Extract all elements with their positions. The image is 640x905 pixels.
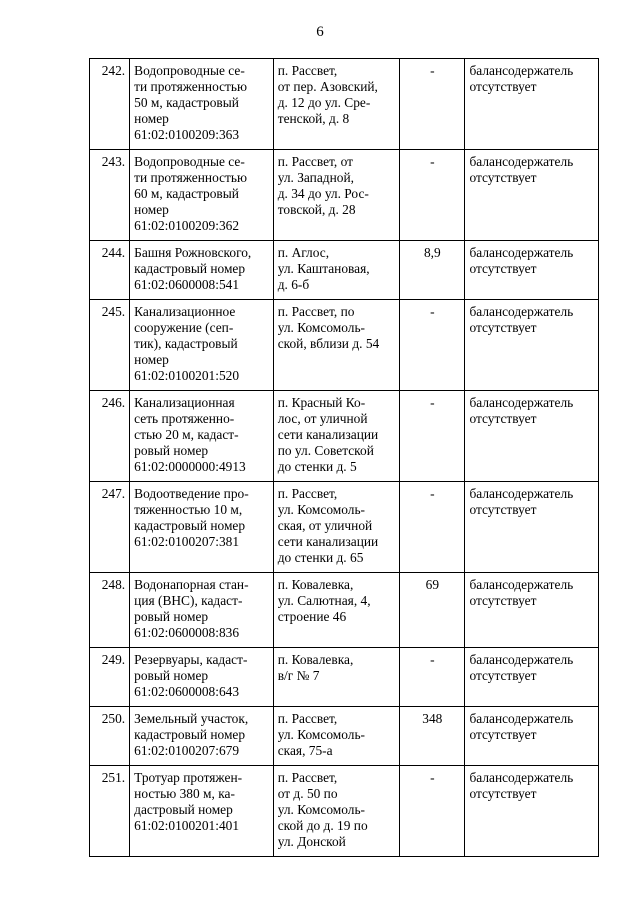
property-registry-table — [89, 58, 599, 857]
object-name: Водоотведение про- тяженностью 10 м, кадастровый номер 61:02:0100207:381 — [130, 482, 274, 573]
row-number: 245. — [90, 300, 130, 391]
object-owner: балансодержатель отсутствует — [465, 300, 599, 391]
object-area: - — [400, 648, 465, 707]
object-owner: балансодержатель отсутствует — [465, 707, 599, 766]
object-area: 8,9 — [400, 241, 465, 300]
table-row — [90, 573, 599, 648]
object-area: 348 — [400, 707, 465, 766]
object-address: п. Рассвет, от д. 50 по ул. Комсомоль- ской до д. 19 по ул. Донской — [273, 766, 399, 857]
object-name: Резервуары, кадаст- ровый номер 61:02:0600008:643 — [130, 648, 274, 707]
table-row — [90, 391, 599, 482]
object-name: Канализационная сеть протяженно- стью 20 м, кадаст- ровый номер 61:02:0000000:4913 — [130, 391, 274, 482]
row-number: 242. — [90, 59, 130, 150]
object-name: Тротуар протяжен- ностью 380 м, ка- дастровый номер 61:02:0100201:401 — [130, 766, 274, 857]
table-row — [90, 150, 599, 241]
object-address: п. Рассвет, от ул. Западной, д. 34 до ул. Рос- товской, д. 28 — [273, 150, 399, 241]
object-address: п. Ковалевка, ул. Салютная, 4, строение 46 — [273, 573, 399, 648]
object-owner: балансодержатель отсутствует — [465, 482, 599, 573]
row-number: 246. — [90, 391, 130, 482]
object-address: п. Красный Ко- лос, от уличной сети канализации по ул. Советской до стенки д. 5 — [273, 391, 399, 482]
object-owner: балансодержатель отсутствует — [465, 59, 599, 150]
object-address: п. Аглос, ул. Каштановая, д. 6-б — [273, 241, 399, 300]
object-owner: балансодержатель отсутствует — [465, 391, 599, 482]
object-area: - — [400, 391, 465, 482]
object-area: - — [400, 482, 465, 573]
object-name: Башня Рожновского, кадастровый номер 61:02:0600008:541 — [130, 241, 274, 300]
object-area: - — [400, 766, 465, 857]
object-name: Водопроводные се- ти протяженностью 50 м, кадастровый номер 61:02:0100209:363 — [130, 59, 274, 150]
object-name: Водопроводные се- ти протяженностью 60 м, кадастровый номер 61:02:0100209:362 — [130, 150, 274, 241]
object-address: п. Рассвет, от пер. Азовский, д. 12 до ул. Сре- тенской, д. 8 — [273, 59, 399, 150]
table-row — [90, 707, 599, 766]
page-number: 6 — [316, 24, 324, 40]
object-area: - — [400, 300, 465, 391]
object-owner: балансодержатель отсутствует — [465, 766, 599, 857]
table-row — [90, 241, 599, 300]
object-area: - — [400, 150, 465, 241]
object-owner: балансодержатель отсутствует — [465, 648, 599, 707]
object-owner: балансодержатель отсутствует — [465, 241, 599, 300]
object-area: - — [400, 59, 465, 150]
object-area: 69 — [400, 573, 465, 648]
row-number: 247. — [90, 482, 130, 573]
object-address: п. Ковалевка, в/г № 7 — [273, 648, 399, 707]
row-number: 243. — [90, 150, 130, 241]
table-row — [90, 766, 599, 857]
row-number: 250. — [90, 707, 130, 766]
row-number: 244. — [90, 241, 130, 300]
row-number: 249. — [90, 648, 130, 707]
object-name: Земельный участок, кадастровый номер 61:02:0100207:679 — [130, 707, 274, 766]
object-owner: балансодержатель отсутствует — [465, 150, 599, 241]
table-row — [90, 300, 599, 391]
table-row — [90, 59, 599, 150]
object-address: п. Рассвет, ул. Комсомоль- ская, 75-а — [273, 707, 399, 766]
row-number: 248. — [90, 573, 130, 648]
object-name: Водонапорная стан- ция (ВНС), кадаст- ровый номер 61:02:0600008:836 — [130, 573, 274, 648]
table-row — [90, 648, 599, 707]
object-owner: балансодержатель отсутствует — [465, 573, 599, 648]
object-name: Канализационное сооружение (сеп- тик), кадастровый номер 61:02:0100201:520 — [130, 300, 274, 391]
object-address: п. Рассвет, по ул. Комсомоль- ской, вблизи д. 54 — [273, 300, 399, 391]
object-address: п. Рассвет, ул. Комсомоль- ская, от уличной сети канализации до стенки д. 65 — [273, 482, 399, 573]
row-number: 251. — [90, 766, 130, 857]
table-row — [90, 482, 599, 573]
